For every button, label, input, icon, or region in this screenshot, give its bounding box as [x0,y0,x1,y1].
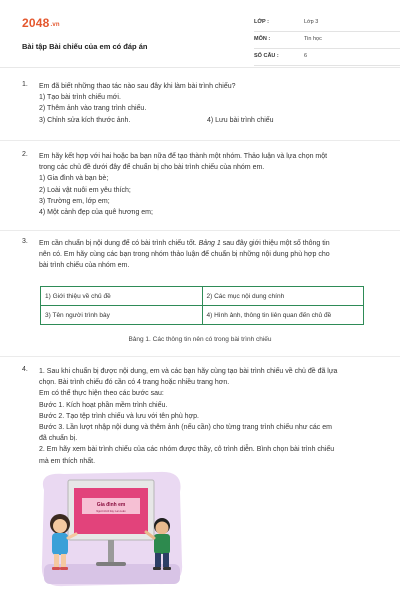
question-text: trong các chủ đề dưới đây để chuẩn bị cho bài trình chiếu của nhóm em. [39,164,265,172]
meta-row-class [254,17,400,32]
question-divider [0,356,400,357]
table-cell: 2) Các mục nội dung chính [202,287,364,306]
option-line: 1) Tạo bài trình chiếu mới. [39,94,121,102]
question-divider [0,230,400,231]
page-title: Bài tập Bài chiếu của em có đáp án [22,42,148,51]
question-body [39,238,381,272]
step-line: Bước 1. Kích hoạt phần mềm trình chiếu. [39,401,168,409]
text-run: sau đây giới thiệu một số thông tin [220,240,330,247]
site-logo[interactable] [22,16,60,30]
question-text: 2. Em hãy xem bài trình chiếu của các nhóm được thầy, cô trình diễn. Bình chọn bài trình chiếu [39,446,335,454]
option-row [39,115,381,126]
question-text: Em có thể thực hiện theo các bước sau: [39,390,164,398]
meta-value: 6 [304,53,308,59]
question-number: 3. [22,238,28,245]
question-text: bài trình chiếu của nhóm em. [39,262,130,270]
meta-key: LỚP : [254,19,269,25]
slide-subtitle: Người trình bày: Lan Luân [96,510,126,513]
meta-value: Tin học [304,36,322,42]
table-row [41,306,364,325]
text-run: Em cần chuẩn bị nội dung để có bài trình chiếu tốt. [39,240,199,247]
step-line: Bước 2. Tạo tệp trình chiếu và lưu với tên phù hợp. [39,412,199,420]
question-body [39,366,381,467]
step-line: đã chuẩn bị. [39,435,78,443]
meta-panel [254,17,400,68]
option-line: 3) Chỉnh sửa kích thước ảnh. [39,116,131,124]
table-row [41,287,364,306]
table-caption: Bảng 1. Các thông tin nên có trong bài trình chiếu [128,336,272,343]
meta-row-count [254,51,400,66]
question-body [39,151,381,218]
question-text: 1. Sau khi chuẩn bị được nội dung, em và các bạn hãy cùng tạo bài trình chiếu về chủ đề đã lựa [39,368,338,375]
classroom-illustration [38,468,184,588]
table-reference: Bảng 1 [198,240,221,247]
option-line: 1) Gia đình và bạn bè; [39,175,109,183]
question-text [39,238,381,249]
question-text: nên có. Em hãy cùng các bạn trong nhóm thảo luận để chuẩn bị những nội dung phù hợp cho [39,251,330,259]
question-number: 1. [22,81,28,88]
option-line: 4) Một cảnh đẹp của quê hương em; [39,209,153,217]
meta-value: Lớp 3 [304,19,319,25]
option-line: 4) Lưu bài trình chiếu [207,116,274,124]
option-line: 2) Thêm ảnh vào trang trình chiếu. [39,105,147,113]
question-number: 4. [22,366,28,373]
question-text: chọn. Bài trình chiếu đó cần có 4 trang hoặc nhiều trang hơn. [39,379,230,387]
logo-domain: .vn [50,22,60,28]
presentation-illustration [38,468,184,588]
option-line: 3) Trường em, lớp em; [39,197,110,205]
step-line: Bước 3. Lần lượt nhập nội dung và thêm ảnh (nếu cần) cho từng trang trình chiếu như các em [39,424,332,432]
meta-row-subject [254,34,400,49]
question-text: Em đã biết những thao tác nào sau đây khi làm bài trình chiếu? [39,83,236,90]
table-cell: 3) Tên người trình bày [41,306,203,325]
option-line: 2) Loài vật nuôi em yêu thích; [39,186,131,194]
page-header [22,12,380,58]
table-cell: 1) Giới thiệu về chủ đề [41,287,203,306]
header-divider [0,67,400,68]
question-body [39,81,381,126]
slide-title: Gia đình em [96,502,126,508]
question-text: mà em thích nhất. [39,457,96,465]
question-text: Em hãy kết hợp với hai hoặc ba bạn nữa để tạo thành một nhóm. Thảo luận và lựa chọn một [39,153,328,160]
meta-key: MÔN : [254,36,271,42]
question-number: 2. [22,151,28,158]
table-cell: 4) Hình ảnh, thông tin liên quan đến chủ đề [202,306,364,325]
logo-text: 2048 [22,16,50,30]
question-divider [0,140,400,141]
info-table [40,286,364,325]
meta-key: SỐ CÂU : [254,53,279,59]
